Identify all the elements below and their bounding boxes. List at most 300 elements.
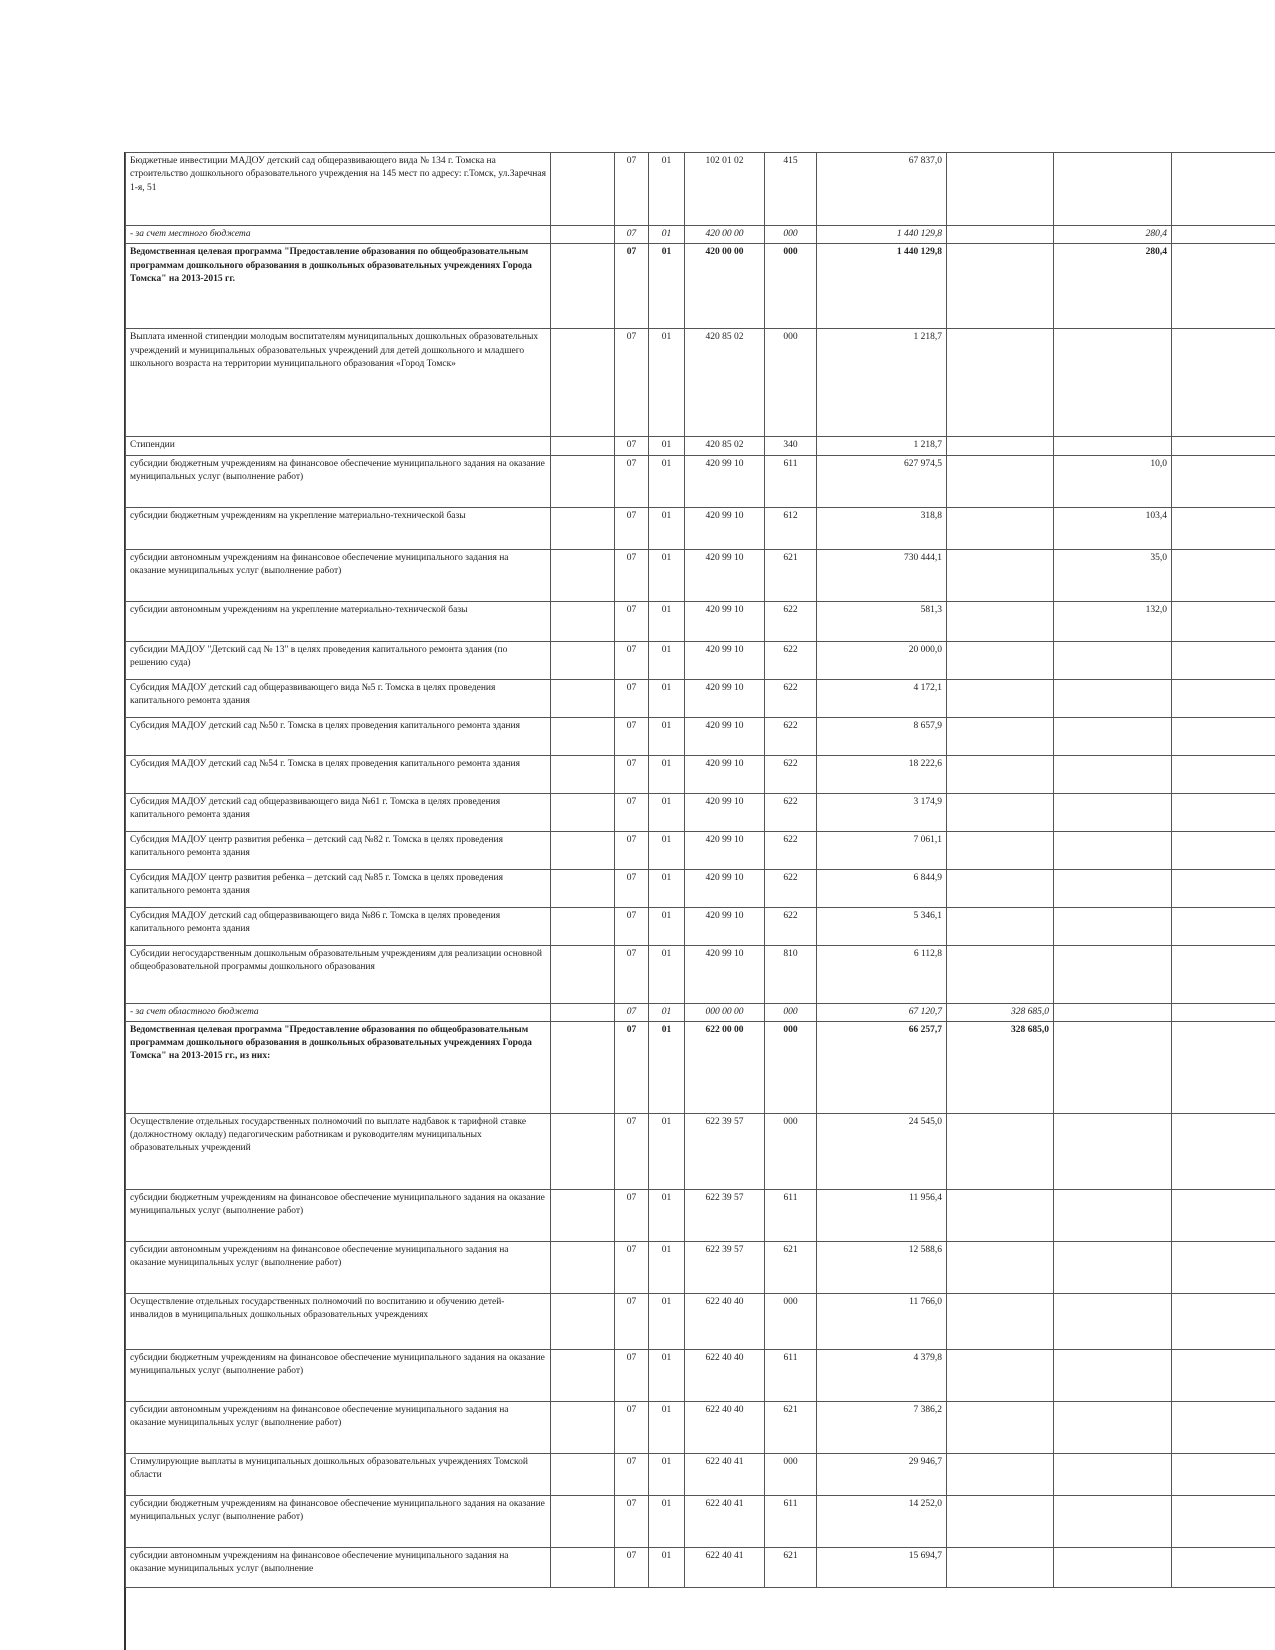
row-amount-3: 280,4	[1054, 226, 1172, 244]
row-amount-2	[947, 1349, 1054, 1401]
row-target-article: 000 00 00	[685, 1003, 765, 1021]
table-row	[126, 793, 1275, 831]
row-name: субсидии бюджетным учреждениям на укрепление материально-технической базы	[126, 507, 551, 549]
row-amount-2	[947, 549, 1054, 601]
row-amount-3	[1054, 869, 1172, 907]
row-target-article: 420 99 10	[685, 831, 765, 869]
row-expense-type: 622	[765, 907, 817, 945]
row-target-article: 420 99 10	[685, 869, 765, 907]
row-name: Ведомственная целевая программа "Предоставление образования по общеобразовательным программам дошкольного образования в дошкольных образовательных учреждениях Города Томска" на 2013-2015 гг., из них:	[126, 1021, 551, 1113]
row-amount-1: 20 000,0	[817, 641, 947, 679]
table-row	[126, 1547, 1275, 1587]
row-section: 07	[615, 755, 649, 793]
row-amount-4	[1172, 907, 1275, 945]
row-subsection: 01	[649, 1547, 685, 1587]
row-amount-1: 627 974,5	[817, 455, 947, 507]
row-section: 07	[615, 329, 649, 437]
row-amount-4	[1172, 601, 1275, 641]
row-name: субсидии МАДОУ "Детский сад № 13" в целях проведения капитального ремонта здания (по решению суда)	[126, 641, 551, 679]
row-name: Субсидия МАДОУ центр развития ребенка – детский сад №85 г. Томска в целях проведения капитального ремонта здания	[126, 869, 551, 907]
row-expense-type: 621	[765, 1241, 817, 1293]
row-target-article: 622 39 57	[685, 1113, 765, 1189]
row-amount-4	[1172, 755, 1275, 793]
row-amount-4	[1172, 793, 1275, 831]
row-amount-3	[1054, 717, 1172, 755]
row-name: субсидии бюджетным учреждениям на финансовое обеспечение муниципального задания на оказание муниципальных услуг (выполнение работ)	[126, 455, 551, 507]
row-section: 07	[615, 1189, 649, 1241]
row-amount-1: 66 257,7	[817, 1021, 947, 1113]
row-amount-1: 24 545,0	[817, 1113, 947, 1189]
row-amount-4	[1172, 717, 1275, 755]
row-amount-1: 7 386,2	[817, 1401, 947, 1453]
row-name: Субсидия МАДОУ детский сад №54 г. Томска в целях проведения капитального ремонта здания	[126, 755, 551, 793]
row-target-article: 420 99 10	[685, 717, 765, 755]
row-section: 07	[615, 1021, 649, 1113]
row-amount-2	[947, 226, 1054, 244]
table-row	[126, 549, 1275, 601]
table-row	[126, 244, 1275, 329]
row-amount-3	[1054, 437, 1172, 455]
row-section: 07	[615, 793, 649, 831]
row-name: субсидии автономным учреждениям на финансовое обеспечение муниципального задания на оказание муниципальных услуг (выполнение	[126, 1547, 551, 1587]
row-amount-2	[947, 1241, 1054, 1293]
row-amount-4	[1172, 1241, 1275, 1293]
row-amount-3	[1054, 1401, 1172, 1453]
row-expense-type: 810	[765, 945, 817, 1003]
row-subsection: 01	[649, 793, 685, 831]
row-amount-4	[1172, 641, 1275, 679]
row-section: 07	[615, 907, 649, 945]
row-subsection: 01	[649, 153, 685, 226]
row-blank	[551, 1293, 615, 1349]
row-expense-type: 612	[765, 507, 817, 549]
row-amount-2	[947, 1293, 1054, 1349]
row-amount-1: 581,3	[817, 601, 947, 641]
row-subsection: 01	[649, 831, 685, 869]
row-target-article: 420 99 10	[685, 907, 765, 945]
row-blank	[551, 1349, 615, 1401]
row-section: 07	[615, 244, 649, 329]
row-expense-type: 622	[765, 869, 817, 907]
row-section: 07	[615, 1453, 649, 1495]
row-amount-1: 5 346,1	[817, 907, 947, 945]
row-expense-type: 000	[765, 244, 817, 329]
row-amount-2	[947, 455, 1054, 507]
row-amount-4	[1172, 1189, 1275, 1241]
row-amount-1: 7 061,1	[817, 831, 947, 869]
row-section: 07	[615, 1547, 649, 1587]
row-subsection: 01	[649, 1189, 685, 1241]
row-subsection: 01	[649, 437, 685, 455]
row-amount-1: 15 694,7	[817, 1547, 947, 1587]
row-target-article: 622 00 00	[685, 1021, 765, 1113]
row-amount-3: 280,4	[1054, 244, 1172, 329]
row-subsection: 01	[649, 945, 685, 1003]
row-section: 07	[615, 1113, 649, 1189]
row-amount-1: 3 174,9	[817, 793, 947, 831]
row-target-article: 622 40 40	[685, 1349, 765, 1401]
row-expense-type: 000	[765, 1293, 817, 1349]
row-section: 07	[615, 641, 649, 679]
row-amount-4	[1172, 244, 1275, 329]
row-expense-type: 415	[765, 153, 817, 226]
row-amount-1: 6 844,9	[817, 869, 947, 907]
row-amount-1: 318,8	[817, 507, 947, 549]
table-row	[126, 755, 1275, 793]
row-name: Ведомственная целевая программа "Предоставление образования по общеобразовательным программам дошкольного образования в дошкольных образовательных учреждениях Города Томска" на 2013-2015 гг.	[126, 244, 551, 329]
row-amount-4	[1172, 437, 1275, 455]
row-section: 07	[615, 1349, 649, 1401]
row-name: субсидии автономным учреждениям на укрепление материально-технической базы	[126, 601, 551, 641]
row-target-article: 420 00 00	[685, 226, 765, 244]
row-subsection: 01	[649, 601, 685, 641]
row-subsection: 01	[649, 717, 685, 755]
row-blank	[551, 1547, 615, 1587]
table-row	[126, 1003, 1275, 1021]
row-subsection: 01	[649, 755, 685, 793]
table-row	[126, 869, 1275, 907]
row-expense-type: 000	[765, 1113, 817, 1189]
row-amount-2	[947, 153, 1054, 226]
table-row	[126, 437, 1275, 455]
row-amount-2	[947, 717, 1054, 755]
row-blank	[551, 717, 615, 755]
row-target-article: 102 01 02	[685, 153, 765, 226]
row-expense-type: 000	[765, 1003, 817, 1021]
row-amount-1: 12 588,6	[817, 1241, 947, 1293]
row-amount-3	[1054, 1453, 1172, 1495]
row-section: 07	[615, 226, 649, 244]
row-target-article: 420 99 10	[685, 945, 765, 1003]
row-expense-type: 622	[765, 641, 817, 679]
row-amount-4	[1172, 507, 1275, 549]
row-subsection: 01	[649, 329, 685, 437]
table-row	[126, 1349, 1275, 1401]
row-blank	[551, 329, 615, 437]
row-subsection: 01	[649, 1003, 685, 1021]
row-amount-3	[1054, 1547, 1172, 1587]
table-row	[126, 945, 1275, 1003]
row-subsection: 01	[649, 455, 685, 507]
row-target-article: 420 99 10	[685, 641, 765, 679]
row-target-article: 420 99 10	[685, 507, 765, 549]
row-section: 07	[615, 549, 649, 601]
row-section: 07	[615, 1401, 649, 1453]
row-amount-4	[1172, 945, 1275, 1003]
row-section: 07	[615, 455, 649, 507]
row-amount-1: 29 946,7	[817, 1453, 947, 1495]
row-name: Субсидия МАДОУ детский сад №50 г. Томска в целях проведения капитального ремонта здания	[126, 717, 551, 755]
row-subsection: 01	[649, 679, 685, 717]
row-amount-4	[1172, 869, 1275, 907]
row-blank	[551, 907, 615, 945]
row-target-article: 420 85 02	[685, 437, 765, 455]
row-expense-type: 622	[765, 793, 817, 831]
row-target-article: 420 85 02	[685, 329, 765, 437]
table-row	[126, 679, 1275, 717]
row-section: 07	[615, 679, 649, 717]
row-amount-4	[1172, 831, 1275, 869]
row-blank	[551, 641, 615, 679]
row-amount-3	[1054, 1021, 1172, 1113]
row-target-article: 622 40 41	[685, 1495, 765, 1547]
row-name: Субсидия МАДОУ детский сад общеразвивающего вида №61 г. Томска в целях проведения капитального ремонта здания	[126, 793, 551, 831]
row-amount-3	[1054, 1003, 1172, 1021]
row-amount-3	[1054, 153, 1172, 226]
row-amount-4	[1172, 679, 1275, 717]
row-amount-4	[1172, 153, 1275, 226]
row-amount-2: 328 685,0	[947, 1003, 1054, 1021]
row-amount-2	[947, 1547, 1054, 1587]
table-row	[126, 831, 1275, 869]
row-blank	[551, 507, 615, 549]
row-name: - за счет областного бюджета	[126, 1003, 551, 1021]
row-amount-3	[1054, 1189, 1172, 1241]
row-blank	[551, 1495, 615, 1547]
row-section: 07	[615, 717, 649, 755]
row-target-article: 622 40 40	[685, 1401, 765, 1453]
row-amount-3	[1054, 907, 1172, 945]
row-amount-3: 10,0	[1054, 455, 1172, 507]
row-amount-3	[1054, 755, 1172, 793]
row-target-article: 622 40 41	[685, 1453, 765, 1495]
row-amount-3: 103,4	[1054, 507, 1172, 549]
row-blank	[551, 1189, 615, 1241]
row-name: Субсидии негосударственным дошкольным образовательным учреждениям для реализации основной общеобразовательной программы дошкольного образования	[126, 945, 551, 1003]
row-subsection: 01	[649, 226, 685, 244]
row-amount-3	[1054, 1241, 1172, 1293]
row-name: Субсидия МАДОУ детский сад общеразвивающего вида №86 г. Томска в целях проведения капитального ремонта здания	[126, 907, 551, 945]
row-amount-3	[1054, 1293, 1172, 1349]
table-row	[126, 1241, 1275, 1293]
row-expense-type: 611	[765, 1189, 817, 1241]
row-name: Выплата именной стипендии молодым воспитателям муниципальных дошкольных образовательных учреждений и муниципальных образовательных учреждений для детей дошкольного и младшего школьного возраста на территории муниципального образования «Город Томск»	[126, 329, 551, 437]
row-amount-2	[947, 437, 1054, 455]
row-amount-1: 6 112,8	[817, 945, 947, 1003]
row-amount-1: 1 218,7	[817, 437, 947, 455]
row-target-article: 420 99 10	[685, 455, 765, 507]
row-amount-2	[947, 755, 1054, 793]
row-target-article: 420 99 10	[685, 679, 765, 717]
row-blank	[551, 1401, 615, 1453]
row-expense-type: 622	[765, 601, 817, 641]
row-subsection: 01	[649, 1401, 685, 1453]
row-amount-4	[1172, 226, 1275, 244]
row-target-article: 420 00 00	[685, 244, 765, 329]
table-row	[126, 153, 1275, 226]
row-amount-2	[947, 641, 1054, 679]
table-row	[126, 455, 1275, 507]
table-row	[126, 601, 1275, 641]
row-amount-4	[1172, 1401, 1275, 1453]
row-name: Бюджетные инвестиции МАДОУ детский сад общеразвивающего вида № 134 г. Томска на строительство дошкольного образовательного учреждения на 145 мест по адресу: г.Томск, ул.Заречная 1-я, 51	[126, 153, 551, 226]
row-section: 07	[615, 1495, 649, 1547]
row-amount-1: 4 172,1	[817, 679, 947, 717]
row-target-article: 420 99 10	[685, 755, 765, 793]
row-section: 07	[615, 831, 649, 869]
row-blank	[551, 437, 615, 455]
row-blank	[551, 601, 615, 641]
row-name: Субсидия МАДОУ центр развития ребенка – детский сад №82 г. Томска в целях проведения капитального ремонта здания	[126, 831, 551, 869]
row-blank	[551, 153, 615, 226]
row-blank	[551, 549, 615, 601]
row-amount-2	[947, 793, 1054, 831]
row-target-article: 420 99 10	[685, 601, 765, 641]
table-row	[126, 1021, 1275, 1113]
row-blank	[551, 455, 615, 507]
row-amount-3	[1054, 641, 1172, 679]
row-section: 07	[615, 1293, 649, 1349]
row-blank	[551, 755, 615, 793]
row-amount-1: 11 766,0	[817, 1293, 947, 1349]
row-target-article: 622 40 41	[685, 1547, 765, 1587]
table-row	[126, 329, 1275, 437]
row-subsection: 01	[649, 507, 685, 549]
table-row	[126, 1401, 1275, 1453]
row-amount-2	[947, 507, 1054, 549]
row-expense-type: 622	[765, 679, 817, 717]
table-row	[126, 226, 1275, 244]
row-amount-2	[947, 329, 1054, 437]
row-blank	[551, 226, 615, 244]
row-amount-3	[1054, 1113, 1172, 1189]
row-blank	[551, 869, 615, 907]
table-row	[126, 1453, 1275, 1495]
row-amount-2	[947, 945, 1054, 1003]
row-subsection: 01	[649, 244, 685, 329]
row-subsection: 01	[649, 1453, 685, 1495]
table-row	[126, 907, 1275, 945]
table-row	[126, 717, 1275, 755]
row-amount-2: 328 685,0	[947, 1021, 1054, 1113]
row-amount-3: 132,0	[1054, 601, 1172, 641]
row-amount-4	[1172, 1547, 1275, 1587]
row-subsection: 01	[649, 869, 685, 907]
row-subsection: 01	[649, 1349, 685, 1401]
row-blank	[551, 945, 615, 1003]
row-expense-type: 000	[765, 1021, 817, 1113]
row-name: Субсидия МАДОУ детский сад общеразвивающего вида №5 г. Томска в целях проведения капитального ремонта здания	[126, 679, 551, 717]
row-amount-1: 18 222,6	[817, 755, 947, 793]
row-amount-4	[1172, 1293, 1275, 1349]
row-expense-type: 611	[765, 1495, 817, 1547]
row-blank	[551, 793, 615, 831]
row-amount-3	[1054, 1495, 1172, 1547]
row-section: 07	[615, 869, 649, 907]
row-subsection: 01	[649, 1021, 685, 1113]
row-amount-3	[1054, 793, 1172, 831]
row-subsection: 01	[649, 907, 685, 945]
row-section: 07	[615, 1241, 649, 1293]
row-amount-1: 67 837,0	[817, 153, 947, 226]
row-amount-1: 11 956,4	[817, 1189, 947, 1241]
row-section: 07	[615, 153, 649, 226]
row-amount-4	[1172, 549, 1275, 601]
row-expense-type: 000	[765, 226, 817, 244]
row-subsection: 01	[649, 549, 685, 601]
row-blank	[551, 244, 615, 329]
row-amount-1: 1 218,7	[817, 329, 947, 437]
table-row	[126, 641, 1275, 679]
row-name: субсидии автономным учреждениям на финансовое обеспечение муниципального задания на оказание муниципальных услуг (выполнение работ)	[126, 549, 551, 601]
table-row	[126, 1189, 1275, 1241]
row-name: субсидии автономным учреждениям на финансовое обеспечение муниципального задания на оказание муниципальных услуг (выполнение работ)	[126, 1401, 551, 1453]
row-amount-1: 4 379,8	[817, 1349, 947, 1401]
row-amount-2	[947, 1453, 1054, 1495]
table-row	[126, 1293, 1275, 1349]
table-row	[126, 1113, 1275, 1189]
row-amount-1: 8 657,9	[817, 717, 947, 755]
row-amount-1: 1 440 129,8	[817, 226, 947, 244]
row-section: 07	[615, 601, 649, 641]
row-amount-4	[1172, 1113, 1275, 1189]
row-blank	[551, 1453, 615, 1495]
row-amount-2	[947, 831, 1054, 869]
row-expense-type: 622	[765, 831, 817, 869]
row-target-article: 622 39 57	[685, 1189, 765, 1241]
row-amount-3: 35,0	[1054, 549, 1172, 601]
row-blank	[551, 1113, 615, 1189]
row-amount-4	[1172, 455, 1275, 507]
row-target-article: 622 40 40	[685, 1293, 765, 1349]
row-amount-2	[947, 1189, 1054, 1241]
row-section: 07	[615, 507, 649, 549]
row-amount-4	[1172, 1453, 1275, 1495]
row-expense-type: 611	[765, 1349, 817, 1401]
row-expense-type: 621	[765, 1547, 817, 1587]
row-amount-3	[1054, 1349, 1172, 1401]
row-name: Стипендии	[126, 437, 551, 455]
row-amount-4	[1172, 1021, 1275, 1113]
row-expense-type: 000	[765, 329, 817, 437]
table-row	[126, 507, 1275, 549]
row-amount-2	[947, 244, 1054, 329]
row-amount-4	[1172, 1003, 1275, 1021]
row-amount-1: 730 444,1	[817, 549, 947, 601]
row-name: Осуществление отдельных государственных полномочий по выплате надбавок к тарифной ставке (должностному окладу) педагогическим работникам и руководителям муниципальных образовательных учреждений	[126, 1113, 551, 1189]
table-row	[126, 1495, 1275, 1547]
row-amount-2	[947, 1401, 1054, 1453]
row-subsection: 01	[649, 1241, 685, 1293]
row-name: субсидии бюджетным учреждениям на финансовое обеспечение муниципального задания на оказание муниципальных услуг (выполнение работ)	[126, 1189, 551, 1241]
row-section: 07	[615, 437, 649, 455]
row-name: - за счет местного бюджета	[126, 226, 551, 244]
row-amount-4	[1172, 1495, 1275, 1547]
row-amount-2	[947, 869, 1054, 907]
row-section: 07	[615, 945, 649, 1003]
row-amount-2	[947, 601, 1054, 641]
row-blank	[551, 679, 615, 717]
budget-table	[125, 152, 1275, 1588]
row-amount-2	[947, 907, 1054, 945]
row-amount-2	[947, 1495, 1054, 1547]
row-subsection: 01	[649, 1113, 685, 1189]
row-name: субсидии бюджетным учреждениям на финансовое обеспечение муниципального задания на оказание муниципальных услуг (выполнение работ)	[126, 1495, 551, 1547]
row-subsection: 01	[649, 1293, 685, 1349]
row-subsection: 01	[649, 1495, 685, 1547]
row-subsection: 01	[649, 641, 685, 679]
row-expense-type: 340	[765, 437, 817, 455]
row-target-article: 622 39 57	[685, 1241, 765, 1293]
row-target-article: 420 99 10	[685, 549, 765, 601]
row-amount-4	[1172, 1349, 1275, 1401]
row-blank	[551, 1241, 615, 1293]
row-name: субсидии бюджетным учреждениям на финансовое обеспечение муниципального задания на оказание муниципальных услуг (выполнение работ)	[126, 1349, 551, 1401]
row-amount-2	[947, 1113, 1054, 1189]
row-target-article: 420 99 10	[685, 793, 765, 831]
row-amount-1: 14 252,0	[817, 1495, 947, 1547]
row-section: 07	[615, 1003, 649, 1021]
